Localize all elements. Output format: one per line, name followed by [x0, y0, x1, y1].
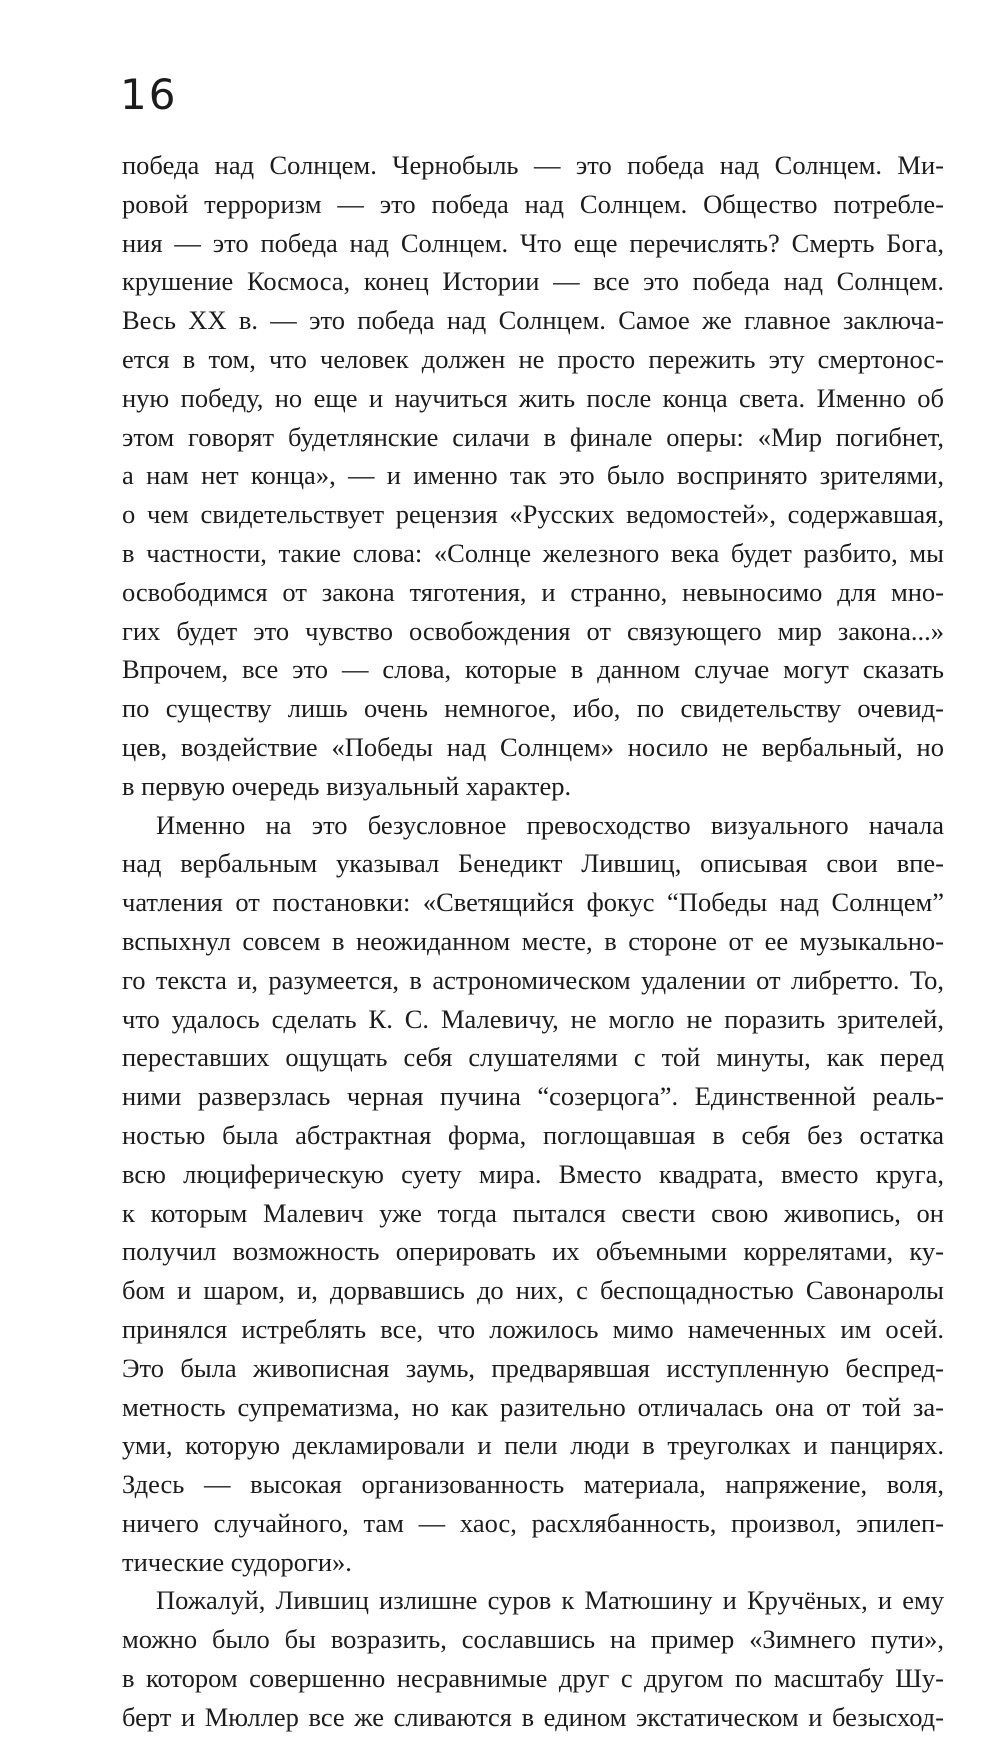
text-line: ровой терроризм — это победа над Солнцем. Общество потребле-: [122, 188, 944, 219]
text-line: вспыхнул совсем в неожиданном месте, в стороне от ее музыкально-: [122, 925, 944, 956]
text-line: Это была живописная заумь, предварявшая исступленную беспред-: [122, 1352, 944, 1383]
text-line: переставших ощущать себя слушателями с той минуты, как перед: [122, 1042, 944, 1073]
body-text: [122, 146, 944, 1737]
text-line: о чем свидетельствует рецензия «Русских ведомостей», содержавшая,: [122, 499, 944, 530]
text-line: бом и шаром, и, дорвавшись до них, с беспощадностью Савонаролы: [122, 1275, 944, 1306]
text-line: освободимся от закона тяготения, и странно, невыносимо для мно-: [122, 576, 944, 607]
text-line: ную победу, но еще и научиться жить после конца света. Именно об: [122, 382, 944, 413]
text-line: что удалось сделать К. С. Малевичу, не могло не поразить зрителей,: [122, 1003, 944, 1034]
text-line: ния — это победа над Солнцем. Что еще перечислять? Смерть Бога,: [122, 227, 944, 258]
text-line: в котором совершенно несравнимые друг с другом по масштабу Шу-: [122, 1663, 944, 1694]
text-line: крушение Космоса, конец Истории — все это победа над Солнцем.: [122, 266, 944, 297]
text-line: над вербальным указывал Бенедикт Лившиц, описывая свои впе-: [122, 848, 944, 879]
text-line: ничего случайного, там — хаос, расхлябанность, произвол, эпилеп-: [122, 1507, 944, 1538]
text-line: уми, которую декламировали и пели люди в треуголках и панцирях.: [122, 1430, 944, 1461]
text-line: метность супрематизма, но как разительно отличалась она от той за-: [122, 1391, 944, 1422]
text-line: всю люциферическую суету мира. Вместо квадрата, вместо круга,: [122, 1158, 944, 1189]
text-line: к которым Малевич уже тогда пытался свести свою живопись, он: [122, 1197, 944, 1228]
text-line: Весь XX в. — это победа над Солнцем. Самое же главное заключа-: [122, 305, 944, 336]
text-line: чатления от постановки: «Светящийся фокус “Победы над Солнцем”: [122, 887, 944, 918]
text-line: принялся истреблять все, что ложилось мимо намеченных им осей.: [122, 1313, 944, 1344]
text-line: тические судороги».: [122, 1546, 352, 1577]
page-number: 16: [120, 70, 178, 119]
text-line: гих будет это чувство освобождения от связующего мир закона...»: [122, 615, 944, 646]
text-line: в частности, такие слова: «Солнце железного века будет разбито, мы: [122, 537, 944, 568]
text-line: ностью была абстрактная форма, поглощавшая в себя без остатка: [122, 1119, 944, 1150]
text-line: Именно на это безусловное превосходство визуального начала: [156, 809, 944, 840]
text-line: по существу лишь очень немногое, ибо, по свидетельству очевид-: [122, 693, 944, 724]
text-line: цев, воздействие «Победы над Солнцем» носило не вербальный, но: [122, 731, 944, 762]
text-line: а нам нет конца», — и именно так это было воспринято зрителями,: [122, 460, 944, 491]
text-line: берт и Мюллер все же сливаются в едином экстатическом и безысход-: [122, 1701, 944, 1732]
text-line: получил возможность оперировать их объемными коррелятами, ку-: [122, 1236, 944, 1267]
text-line: го текста и, разумеется, в астрономическом удалении от либретто. То,: [122, 964, 944, 995]
text-line: этом говорят будетлянские силачи в финале оперы: «Мир погибнет,: [122, 421, 944, 452]
text-line: победа над Солнцем. Чернобыль — это победа над Солнцем. Ми-: [122, 150, 944, 180]
text-line: ними разверзлась черная пучина “созерцога”. Единственной реаль-: [122, 1081, 944, 1112]
text-line: Впрочем, все это — слова, которые в данном случае могут сказать: [122, 654, 944, 685]
text-line: ется в том, что человек должен не просто пережить эту смертонос-: [122, 343, 944, 374]
text-line: в первую очередь визуальный характер.: [122, 770, 572, 801]
text-line: Здесь — высокая организованность материала, напряжение, воля,: [122, 1469, 944, 1500]
text-line: Пожалуй, Лившиц излишне суров к Матюшину и Кручёных, и ему: [156, 1585, 944, 1616]
text-line: можно было бы возразить, сославшись на пример «Зимнего пути»,: [122, 1624, 944, 1655]
